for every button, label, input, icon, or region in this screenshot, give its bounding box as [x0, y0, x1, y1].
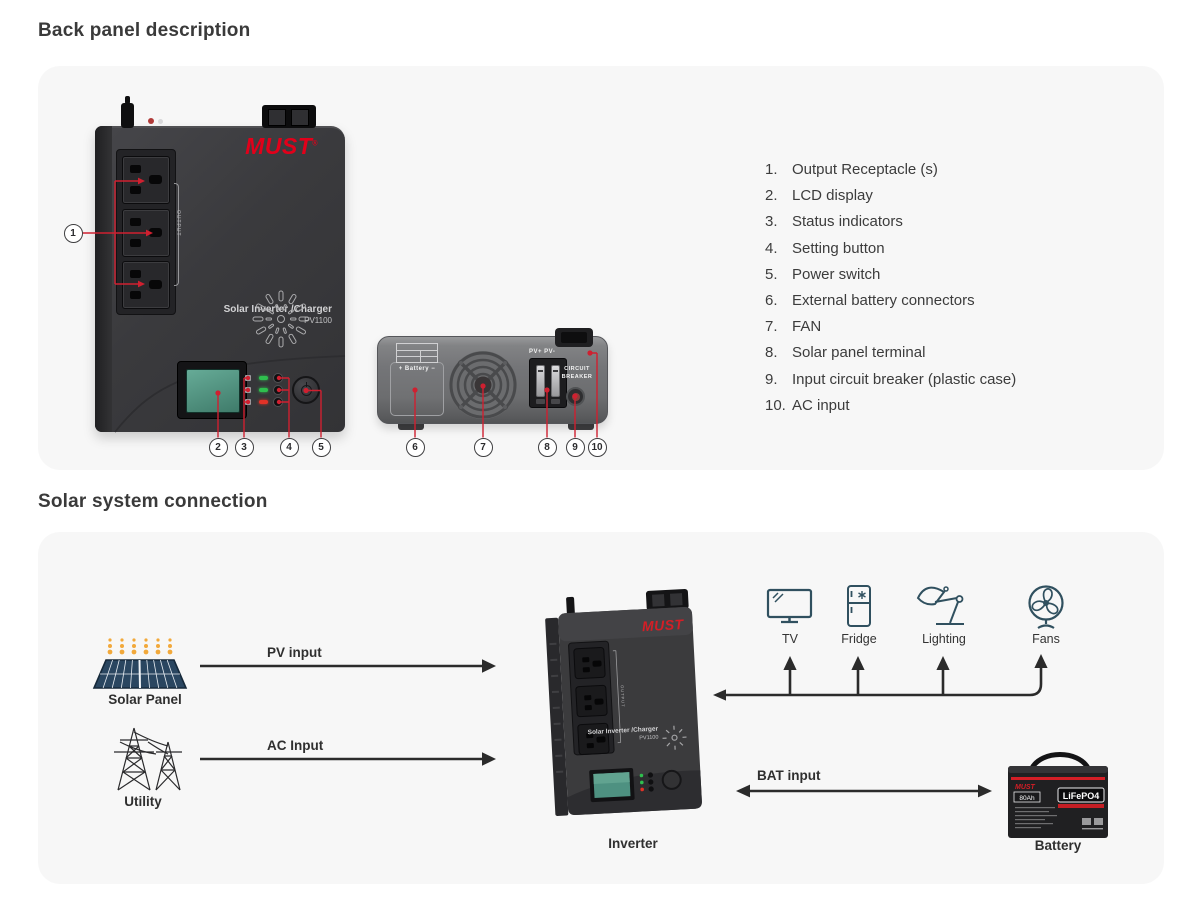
- inverter-output-label: OUTPUT: [619, 685, 626, 708]
- pv-input-label: PV input: [267, 645, 322, 660]
- legend-text: Power switch: [792, 265, 881, 283]
- legend-num: 1.: [765, 161, 778, 178]
- legend-text: Status indicators: [792, 213, 903, 231]
- legend-text: LCD display: [792, 187, 873, 205]
- tv-label: TV: [782, 632, 798, 646]
- legend-num: 3.: [765, 213, 778, 231]
- fridge-label: Fridge: [841, 632, 877, 646]
- battery-label: Battery: [1034, 838, 1082, 853]
- legend-text: AC input: [792, 396, 850, 414]
- pv-terminal-label: PV+ PV-: [529, 349, 556, 355]
- inverter-illustration: [530, 580, 710, 840]
- fans-label: Fans: [1032, 632, 1060, 646]
- legend-num: 10.: [765, 396, 786, 414]
- inverter-model-text: PV1100: [639, 734, 659, 742]
- legend-text: Output Receptacle (s): [792, 161, 938, 178]
- output-label: OUTPUT: [175, 210, 181, 237]
- product-line: Solar Inverter /Charger: [223, 304, 332, 315]
- legend-num: 2.: [765, 187, 778, 205]
- callout-circle-2: 2: [209, 438, 228, 457]
- legend-num: 6.: [765, 291, 778, 309]
- battery-type-text: LiFePO4: [1062, 791, 1100, 801]
- inverter-product-text: Solar Inverter /Charger: [587, 725, 659, 737]
- solar-panel-label: Solar Panel: [108, 692, 182, 707]
- battery-brand-text: MUST: [1015, 784, 1035, 791]
- lighting-label: Lighting: [922, 632, 966, 646]
- callout-circle-6: 6: [406, 438, 425, 457]
- bat-input-label: BAT input: [757, 768, 821, 783]
- callout-circle-5: 5: [312, 438, 331, 457]
- section2-title: Solar system connection: [38, 491, 268, 512]
- battery-illustration: [1002, 746, 1114, 846]
- callout-circle-1: 1: [64, 224, 83, 243]
- utility-label: Utility: [124, 794, 162, 809]
- legend-text: Setting button: [792, 239, 885, 257]
- callout-circle-10: 10: [588, 438, 607, 457]
- legend-text: FAN: [792, 318, 822, 336]
- legend-num: 4.: [765, 239, 778, 257]
- callout-circle-7: 7: [474, 438, 493, 457]
- section1-title: Back panel description: [38, 20, 251, 41]
- brand-reg-mark: ®: [312, 140, 318, 148]
- callout-circle-4: 4: [280, 438, 299, 457]
- legend-num: 5.: [765, 265, 778, 283]
- callout-circle-9: 9: [566, 438, 585, 457]
- brand-text: MUST: [245, 133, 313, 159]
- ac-input-label: AC Input: [267, 738, 324, 753]
- circuit-breaker-label-line1: CIRCUIT: [564, 366, 590, 372]
- battery-terminal-label: + Battery −: [398, 366, 436, 372]
- legend-num: 8.: [765, 344, 778, 362]
- output-bus-line: [726, 668, 1041, 695]
- lighting-icon: [913, 583, 969, 631]
- inverter-brand-text: MUST: [641, 616, 684, 635]
- legend-text: External battery connectors: [792, 291, 975, 309]
- fan-icon: [1025, 584, 1067, 632]
- legend-num: 7.: [765, 318, 778, 336]
- fridge-icon: [841, 584, 877, 630]
- callout-lines: [38, 66, 1164, 470]
- legend-text: Input circuit breaker (plastic case): [792, 370, 1017, 388]
- callout-circle-8: 8: [538, 438, 557, 457]
- legend-num: 9.: [765, 370, 778, 388]
- inverter-label: Inverter: [608, 836, 658, 851]
- product-model: PV1100: [304, 316, 332, 325]
- circuit-breaker-label-line2: BREAKER: [561, 374, 593, 381]
- callout-circle-3: 3: [235, 438, 254, 457]
- legend-text: Solar panel terminal: [792, 344, 926, 362]
- tv-icon: [766, 588, 814, 626]
- battery-capacity-text: 80Ah: [1019, 795, 1035, 802]
